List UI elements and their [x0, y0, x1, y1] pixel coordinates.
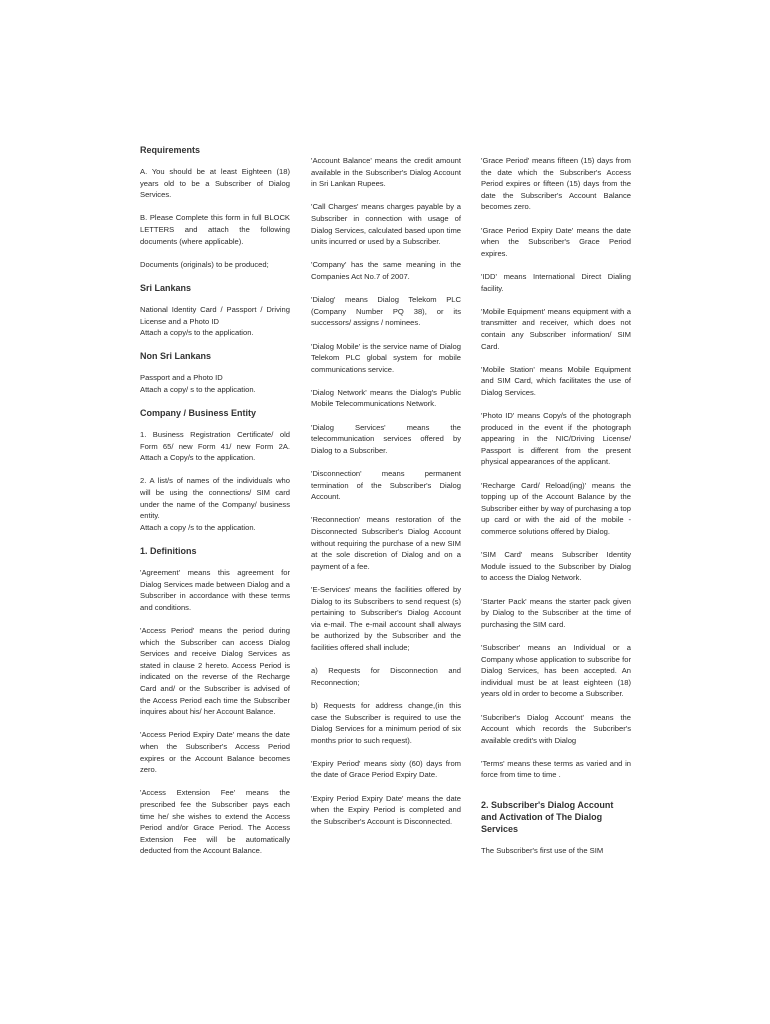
definition-disconnection: 'Disconnection' means permanent termination of the Subscriber's Dialog Account.: [311, 469, 461, 502]
definition-grace-period-expiry: 'Grace Period Expiry Date' means the date when the Subscriber's Grace Period expires.: [481, 225, 631, 258]
section-2-heading: 2. Subscriber's Dialog Account and Activation of The Dialog Services: [481, 800, 614, 835]
definition-company: 'Company' has the same meaning in the Companies Act No.7 of 2007.: [311, 260, 461, 281]
definition-dialog-services: 'Dialog Services' means the telecommunication services offered by Dialog to a Subscriber.: [311, 422, 461, 455]
company-item-2-attach: Attach a copy /s to the application.: [140, 522, 256, 532]
sri-lankans-attach: Attach a copy/s to the application.: [140, 328, 254, 338]
column-right: [481, 155, 631, 868]
definition-photo-id: 'Photo ID' means Copy/s of the photograph produced in the event if the photograph appearing in the NIC/Driving License/ Passport is different from the present physical appearances of the applicant.: [481, 411, 631, 467]
definition-dialog-mobile: 'Dialog Mobile' is the service name of Dialog Telekom PLC global system for mobile communications service.: [311, 341, 461, 374]
definition-dialog-network: 'Dialog Network' means the Dialog's Public Mobile Telecommunications Network.: [311, 387, 461, 409]
sri-lankans-docs: National Identity Card / Passport / Driving License and a Photo ID: [140, 304, 290, 326]
definition-subscriber: 'Subscriber' means an Individual or a Company whose application to subscribe for Dialog Services, has been accepted. An individual must be at least eighteen (18) years old in order to become a Subscriber.: [481, 642, 631, 699]
definition-recharge-card: 'Recharge Card/ Reload(ing)' means the topping up of the Account Balance by the Subscriber either by way of purchasing a top up card or with the aid of the mobile - commerce solutions offered by Dialog.: [481, 480, 631, 536]
column-middle: [311, 155, 461, 839]
definition-mobile-station: 'Mobile Station' means Mobile Equipment and SIM Card, which facilitates the use of Dialog Services.: [481, 364, 631, 397]
definition-access-extension-fee: 'Access Extension Fee' means the prescribed fee the Subscriber pays each time he/ she wishes to extend the Access Period and/or Grace Period. The Access Extension Fee will be automatically deducted from the Account Balance.: [140, 788, 290, 856]
definition-starter-pack: 'Starter Pack' means the starter pack given by Dialog to the Subscriber at the time of purchasing the SIM card.: [481, 596, 631, 629]
definition-reconnection: 'Reconnection' means restoration of the Disconnected Subscriber's Dialog Account without requiring the purchase of a new SIM at the sole discretion of Dialog and on a payment of a fee.: [311, 515, 461, 571]
definition-mobile-equipment: 'Mobile Equipment' means equipment with a transmitter and receiver, which does not contain any Subscriber information/ SIM Card.: [481, 306, 631, 351]
company-heading: Company / Business Entity: [140, 408, 257, 419]
definition-e-services-a: a) Requests for Disconnection and Reconnection;: [311, 666, 461, 687]
definition-subscriber-account: 'Subcriber's Dialog Account' means the Account which records the Subcriber's available credit's with Dialog: [481, 712, 631, 745]
requirement-b: B. Please Complete this form in full BLOCK LETTERS and attach the following documents (where applicable).: [140, 213, 290, 246]
definition-account-balance: 'Account Balance' means the credit amount available in the Subscriber's Dialog Account in Sri Lankan Rupees.: [311, 156, 461, 189]
definition-e-services-b: b) Requests for address change,(in this case the Subscriber is required to use the Dialog Services for a minimum period of six months prior to such request).: [311, 700, 461, 745]
definition-terms: 'Terms' means these terms as varied and in force from time to time .: [481, 758, 631, 780]
definition-dialog: 'Dialog' means Dialog Telekom PLC (Company Number PQ 38), or its successors/ assigns / nominees.: [311, 295, 461, 328]
non-sri-lankans-docs: Passport and a Photo ID: [140, 373, 223, 383]
definition-sim-card: 'SIM Card' means Subscriber Identity Module issued to the Subscriber by Dialog to access the Dialog Network.: [481, 550, 631, 583]
definition-expiry-period: 'Expiry Period' means sixty (60) days from the date of Grace Period Expiry Date.: [311, 758, 461, 780]
company-item-2: 2. A list/s of names of the individuals who will be using the connections/ SIM card under the name of the Company/ business entity.: [140, 476, 290, 521]
definition-e-services: 'E-Services' means the facilities offered by Dialog to its Subscribers to send request (s) pertaining to Subscriber's Dialog Account via e-mail. The e-mail account shall always be authorized by the Subscriber and the facilities offered shall include;: [311, 584, 461, 652]
definition-idd: 'IDD' means International Direct Dialing facility.: [481, 271, 631, 293]
company-item-1: 1. Business Registration Certificate/ old Form 65/ new Form 41/ new Form 2A. Attach a Copy/s to the application.: [140, 430, 290, 463]
definition-access-period-expiry: 'Access Period Expiry Date' means the date when the Subscriber's Access Period expires or the Account Balance becomes zero.: [140, 730, 290, 775]
non-sri-lankans-heading: Non Sri Lankans: [140, 351, 212, 362]
definition-access-period: 'Access Period' means the period during which the Subscriber can access Dialog Services and receive Dialog Services as stated in clause 2 hereto. Access Period is indicated on the reverse of the Recharge Card and/ or the Subscriber is advised of the Access Period each time the Subscriber inquires about his/ her Account Balance.: [140, 626, 290, 717]
non-sri-lankans-attach: Attach a copy/ s to the application.: [140, 384, 256, 394]
requirements-heading: Requirements: [140, 145, 201, 155]
column-left: [140, 144, 290, 868]
section-2-text: The Subscriber's first use of the SIM: [481, 846, 604, 856]
documents-line: Documents (originals) to be produced;: [140, 259, 269, 269]
definitions-heading: 1. Definitions: [140, 546, 197, 557]
requirement-a: A. You should be at least Eighteen (18) years old to be a Subscriber of Dialog Services.: [140, 167, 290, 200]
definition-agreement: 'Agreement' means this agreement for Dialog Services made between Dialog and a Subscriber in accordance with these terms and conditions.: [140, 568, 290, 612]
definition-expiry-period-expiry-date: 'Expiry Period Expiry Date' means the date when the Expiry Period is completed and the Subscriber's Account is Disconnected.: [311, 793, 461, 826]
sri-lankans-heading: Sri Lankans: [140, 282, 192, 293]
definition-call-charges: 'Call Charges' means charges payable by a Subscriber in connection with usage of Dialog Services, calculated based upon time units incurred or used by a Subscriber.: [311, 202, 461, 247]
definition-grace-period: 'Grace Period' means fifteen (15) days from the date which the Subscriber's Access Period expires or fifteen (15) days from the date the Subscriber's Account Balance becomes zero.: [481, 156, 631, 212]
